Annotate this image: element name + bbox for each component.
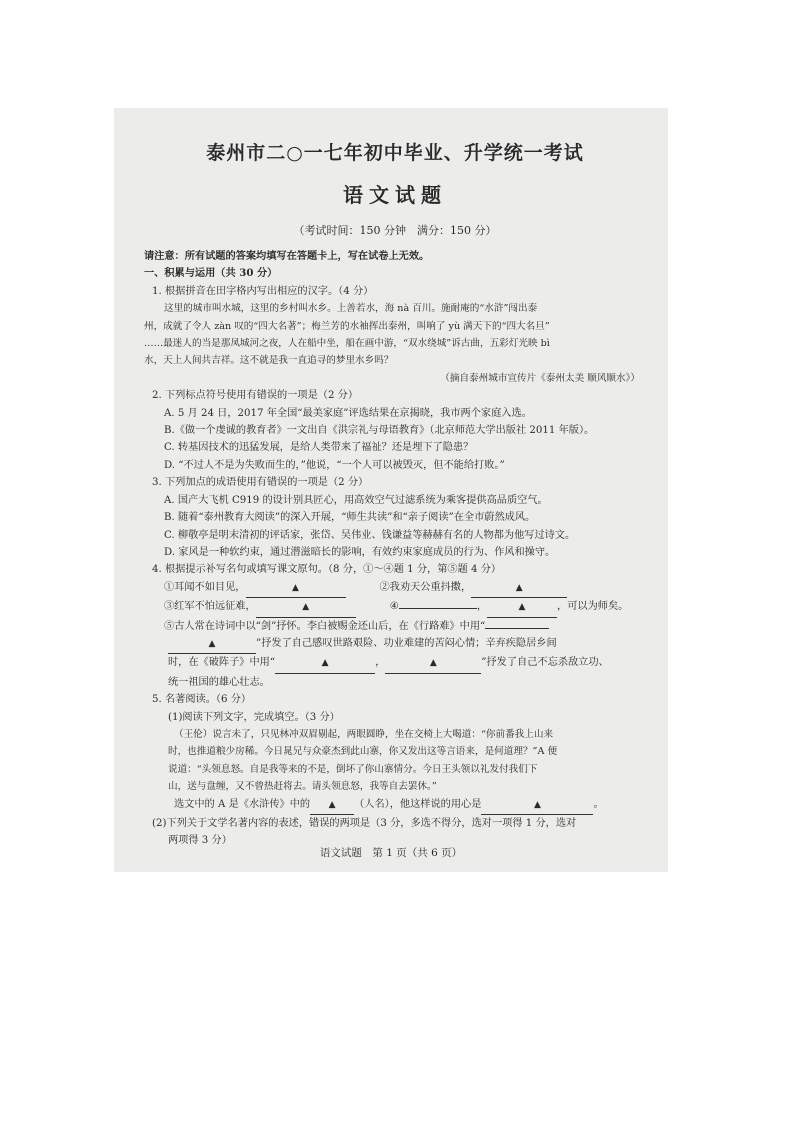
fill-text: 。: [593, 798, 604, 810]
blank-marker-icon: ▲: [515, 582, 523, 593]
answer-blank: [310, 796, 354, 815]
answer-blank: [471, 579, 567, 598]
item-4-text: ④: [389, 601, 399, 613]
question-4-row-1: [144, 579, 646, 598]
question-5-sub-2-cont: 两项得 3 分）: [168, 835, 232, 847]
exam-title: 泰州市二○一七年初中毕业、升学统一考试: [206, 142, 584, 164]
item-5-text: ”抒发了自己不忘杀敌立功、: [481, 657, 609, 669]
question-1-passage-line: 这里的城市叫水城，这里的乡村叫水乡。上善若水，海 nà 百川。施耐庵的“水浒”闯出泰: [164, 303, 538, 315]
answer-blank: [275, 654, 375, 673]
item-5-text: ⑤古人常在诗词中以“剑”抒怀。李白被赐金还山后，在《行路难》中用“: [164, 620, 486, 632]
question-5-sub-2: (2)下列关于文学名著内容的表述，错误的两项是（3 分，多选不得分，选对一项得 1 分，选对: [152, 818, 577, 829]
exam-time-info: （考试时间：150 分钟 满分：150 分）: [293, 224, 497, 237]
blank-marker-icon: ▲: [321, 658, 329, 669]
question-4-item-5-line: [144, 635, 646, 654]
question-2-option-b: B.《做一个虔诚的教育者》一文出自《洪宗礼与母语教育》（北京师范大学出版社 2011 年版）。: [164, 425, 595, 437]
blank-marker-icon: ▲: [292, 582, 299, 593]
exam-subtitle: 语文试题: [343, 183, 447, 207]
item-5-text: 时，在《破阵子》中用“: [168, 657, 276, 669]
question-3-stem: 3. 下列加点的成语使用有错误的一项是（2 分）: [152, 477, 369, 489]
question-2-option-a: A. 5 月 24 日，2017 年全国“最美家庭”评选结果在京揭晓，我市两个家庭入选。: [164, 407, 532, 419]
answer-blank: [399, 608, 477, 609]
answer-blank: [168, 635, 256, 654]
blank-marker-icon: ▲: [533, 799, 541, 810]
fill-text: （人名），他这样说的用心是: [354, 798, 482, 810]
answer-blank: [385, 654, 481, 673]
question-4-item-5-line: 时，在《破阵子》中用“ ▲ ， ▲ ”抒发了自己不忘杀敌立功、: [144, 654, 646, 673]
question-4-item-5: [144, 618, 646, 635]
answer-blank: [246, 579, 346, 598]
question-1-passage-line: 水，天上人间共吉祥。这不就是我一直追寻的梦里水乡吗？: [144, 355, 394, 367]
item-3-text: ③红军不怕远征难，: [164, 601, 256, 613]
blank-marker-icon: ▲: [208, 638, 216, 649]
question-3-option-a: A. 国产大飞机 C919 的设计别具匠心，用高效空气过滤系统为乘客提供高品质空气。: [164, 494, 548, 506]
blank-marker-icon: ▲: [429, 658, 437, 669]
question-2-option-c: C. 转基因技术的迅猛发展，是给人类带来了福祉？还是埋下了隐患？: [164, 442, 474, 454]
item-2-text: ②我劝天公重抖擞，: [379, 581, 472, 593]
blank-marker-icon: ▲: [518, 602, 526, 613]
item-4-end: ，可以为师矣。: [557, 601, 629, 613]
answer-blank: [485, 628, 549, 629]
fill-text: 选文中的 A 是《水浒传》中的: [174, 798, 311, 810]
question-3-option-b: B. 随着“泰州教育大阅读”的深入开展，“师生共读”和“亲子阅读”在全市蔚然成风。: [164, 512, 536, 524]
item-4-comma: ，: [476, 601, 488, 613]
question-5-passage-line: 时，也推道粮少房稀。今日晁兄与众豪杰到此山寨，你又发出这等言语来，是何道理？”A 便: [168, 746, 558, 758]
question-1-source: （摘自泰州城市宣传片《泰州太美 顺风顺水》）: [440, 372, 640, 384]
question-5-fill-line: [144, 796, 646, 815]
question-2-stem: 2. 下列标点符号使用有错误的一项是（2 分）: [152, 390, 359, 402]
question-5-passage-line: 说道：“头领息怒。自是我等来的不是，倒坏了你山寨情分。今日王头领以礼发付我们下: [168, 763, 538, 775]
item-5-text: ”抒发了自己感叹世路艰险、功业难建的苦闷心情；辛弃疾隐居乡间: [256, 637, 557, 649]
question-4-item-5-end: 统一祖国的雄心壮志。: [168, 676, 270, 688]
question-5-stem: 5. 名著阅读。（6 分）: [152, 694, 252, 706]
exam-paper: [114, 108, 668, 872]
blank-marker-icon: ▲: [302, 602, 310, 613]
answer-blank: [256, 598, 356, 617]
question-4-row-2: [144, 598, 646, 617]
question-3-option-c: C. 柳敬亭是明末清初的评话家，张岱、吴伟业、钱谦益等赫赫有名的人物都为他写过诗文。: [164, 529, 576, 541]
question-3-option-d: D. 家风是一种软约束，通过潜滋暗长的影响，有效约束家庭成员的行为、作风和操守。: [164, 546, 556, 558]
question-5-sub-1: (1)阅读下列文字，完成填空。（3 分）: [168, 711, 340, 723]
question-2-option-d: D. “不过人不是为失败而生的，”他说，“一个人可以被毁灭，但不能给打败。”: [164, 459, 505, 471]
question-5-passage-line: 山，送与盘缠，又不曾热赶将去。请头领息怒，我等自去罢休。”: [168, 781, 437, 793]
question-1-stem: 1. 根据拼音在田字格内写出相应的汉字。（4 分）: [152, 285, 374, 297]
answer-blank: [481, 796, 593, 815]
item-1-text: ①耳闻不如目见，: [164, 581, 246, 593]
question-4-stem: 4. 根据提示补写名句或填写课文原句。（8 分，①～④题 1 分，第⑤题 4 分）: [152, 564, 502, 576]
question-5-passage-line: （王伦）说言未了，只见林冲双眉剔起，两眼圆睁，坐在交椅上大喝道：“你前番我上山来: [174, 728, 554, 740]
question-1-passage-line: ……最迷人的当是那凤城河之夜，人在船中坐，船在画中游，“双水绕城”诉古曲，五彩灯光映 bì: [144, 338, 550, 350]
blank-marker-icon: ▲: [328, 799, 336, 810]
page-footer: 语文试题 第 1 页（共 6 页）: [319, 847, 463, 859]
question-1-passage-line: 州，成就了令人 zàn 叹的“四大名著”；梅兰芳的水袖挥出泰州，叫响了 yù 满天下的“四大名旦”: [144, 320, 550, 332]
answer-blank: [487, 598, 557, 617]
section-heading: 一、积累与运用（共 30 分）: [144, 267, 278, 280]
notice: 请注意：所有试题的答案均填写在答题卡上，写在试卷上无效。: [144, 250, 430, 262]
